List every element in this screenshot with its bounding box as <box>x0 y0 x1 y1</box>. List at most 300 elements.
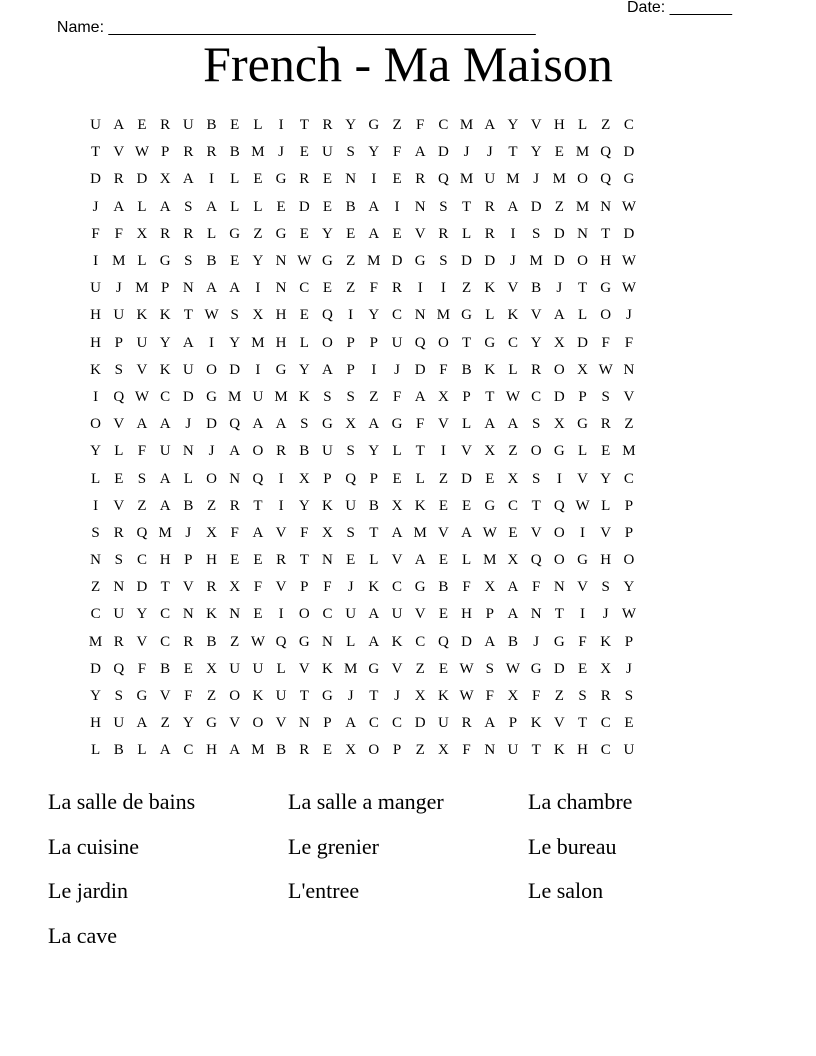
grid-letter[interactable]: S <box>346 524 355 541</box>
grid-letter[interactable]: Y <box>530 334 542 351</box>
grid-letter[interactable]: B <box>229 144 240 161</box>
grid-letter[interactable]: D <box>553 660 565 677</box>
grid-letter[interactable]: Z <box>554 198 564 215</box>
grid-letter[interactable]: C <box>299 280 310 297</box>
grid-letter[interactable]: D <box>90 171 102 188</box>
grid-letter[interactable]: L <box>253 117 263 134</box>
grid-letter[interactable]: H <box>600 552 612 569</box>
grid-letter[interactable]: U <box>322 443 333 460</box>
grid-letter[interactable]: P <box>114 334 123 351</box>
grid-letter[interactable]: Q <box>113 388 125 405</box>
grid-letter[interactable]: J <box>92 198 99 215</box>
grid-letter[interactable]: Z <box>554 688 564 705</box>
grid-letter[interactable]: R <box>113 171 124 188</box>
grid-letter[interactable]: B <box>299 443 310 460</box>
grid-letter[interactable]: L <box>462 552 472 569</box>
grid-letter[interactable]: G <box>484 334 496 351</box>
grid-letter[interactable]: L <box>346 633 356 650</box>
grid-letter[interactable]: U <box>159 443 171 460</box>
grid-letter[interactable]: K <box>530 715 542 732</box>
grid-letter[interactable]: X <box>484 443 496 460</box>
grid-letter[interactable]: S <box>439 253 448 270</box>
grid-letter[interactable]: P <box>624 633 634 650</box>
grid-letter[interactable]: A <box>206 280 217 297</box>
grid-letter[interactable]: T <box>253 497 263 514</box>
grid-letter[interactable]: B <box>206 633 217 650</box>
grid-letter[interactable]: T <box>577 715 588 732</box>
grid-letter[interactable]: S <box>300 416 309 433</box>
grid-letter[interactable]: L <box>299 334 309 351</box>
grid-letter[interactable]: A <box>461 524 473 541</box>
grid-letter[interactable]: P <box>346 334 355 351</box>
grid-letter[interactable]: M <box>367 253 381 270</box>
grid-letter[interactable]: W <box>621 280 636 297</box>
grid-letter[interactable]: Y <box>368 307 380 324</box>
grid-letter[interactable]: E <box>230 117 240 134</box>
grid-letter[interactable]: J <box>556 280 563 297</box>
grid-letter[interactable]: O <box>577 253 588 270</box>
grid-letter[interactable]: A <box>507 416 519 433</box>
grid-letter[interactable]: G <box>159 253 171 270</box>
grid-letter[interactable]: H <box>275 307 287 324</box>
grid-letter[interactable]: Y <box>368 443 380 460</box>
grid-letter[interactable]: Y <box>507 117 519 134</box>
grid-letter[interactable]: U <box>252 660 264 677</box>
grid-letter[interactable]: X <box>507 688 519 705</box>
grid-letter[interactable]: O <box>368 742 380 759</box>
grid-letter[interactable]: A <box>553 307 565 324</box>
grid-letter[interactable]: T <box>369 688 379 705</box>
grid-letter[interactable]: S <box>531 416 541 433</box>
grid-letter[interactable]: Y <box>623 579 635 596</box>
grid-letter[interactable]: G <box>553 443 565 460</box>
grid-letter[interactable]: P <box>462 388 471 405</box>
grid-letter[interactable]: S <box>114 552 123 569</box>
grid-letter[interactable]: S <box>184 198 193 215</box>
grid-letter[interactable]: P <box>184 552 193 569</box>
grid-letter[interactable]: T <box>462 334 472 351</box>
grid-letter[interactable]: E <box>276 198 286 215</box>
grid-letter[interactable]: Z <box>624 416 634 433</box>
grid-letter[interactable]: J <box>394 688 400 705</box>
grid-letter[interactable]: Y <box>90 688 102 705</box>
grid-letter[interactable]: M <box>228 388 242 405</box>
grid-letter[interactable]: E <box>322 198 333 215</box>
grid-letter[interactable]: Q <box>530 552 542 569</box>
grid-letter[interactable]: E <box>137 117 147 134</box>
grid-letter[interactable]: F <box>531 688 541 705</box>
grid-letter[interactable]: E <box>346 225 356 242</box>
grid-letter[interactable]: B <box>113 742 124 759</box>
grid-letter[interactable]: S <box>485 660 494 677</box>
grid-letter[interactable]: V <box>461 443 473 460</box>
grid-letter[interactable]: E <box>322 171 333 188</box>
grid-letter[interactable]: O <box>553 524 565 541</box>
grid-letter[interactable]: A <box>159 416 171 433</box>
grid-letter[interactable]: G <box>600 280 612 297</box>
grid-letter[interactable]: R <box>299 742 310 759</box>
grid-letter[interactable]: R <box>206 579 217 596</box>
grid-letter[interactable]: A <box>484 715 496 732</box>
grid-letter[interactable]: F <box>392 144 402 161</box>
grid-letter[interactable]: V <box>113 497 125 514</box>
grid-letter[interactable]: U <box>113 715 125 732</box>
grid-letter[interactable]: S <box>439 198 448 215</box>
grid-letter[interactable]: R <box>415 171 426 188</box>
grid-letter[interactable]: E <box>462 497 472 514</box>
grid-letter[interactable]: D <box>577 334 588 351</box>
grid-letter[interactable]: N <box>229 470 241 487</box>
grid-letter[interactable]: Y <box>229 334 241 351</box>
grid-letter[interactable]: O <box>90 416 102 433</box>
grid-letter[interactable]: M <box>88 633 103 650</box>
grid-letter[interactable]: T <box>415 443 425 460</box>
grid-letter[interactable]: T <box>299 117 309 134</box>
grid-letter[interactable]: A <box>414 552 426 569</box>
grid-letter[interactable]: P <box>160 144 170 161</box>
grid-letter[interactable]: Z <box>160 715 170 732</box>
grid-letter[interactable]: S <box>114 688 123 705</box>
grid-letter[interactable]: S <box>230 307 239 324</box>
grid-letter[interactable]: C <box>623 117 634 134</box>
grid-letter[interactable]: H <box>577 742 588 759</box>
grid-letter[interactable]: O <box>577 171 588 188</box>
grid-letter[interactable]: H <box>275 334 287 351</box>
grid-letter[interactable]: D <box>391 253 403 270</box>
grid-letter[interactable]: F <box>184 688 193 705</box>
grid-letter[interactable]: Z <box>91 579 101 596</box>
grid-letter[interactable]: M <box>343 660 358 677</box>
grid-letter[interactable]: W <box>505 388 521 405</box>
grid-letter[interactable]: P <box>300 579 309 596</box>
grid-letter[interactable]: W <box>204 307 219 324</box>
grid-letter[interactable]: H <box>553 117 565 134</box>
grid-letter[interactable]: F <box>369 280 379 297</box>
grid-letter[interactable]: H <box>90 307 102 324</box>
grid-letter[interactable]: H <box>206 742 217 759</box>
grid-letter[interactable]: E <box>253 552 263 569</box>
grid-letter[interactable]: Z <box>346 280 356 297</box>
grid-letter[interactable]: D <box>553 225 565 242</box>
grid-letter[interactable]: T <box>369 524 379 541</box>
grid-letter[interactable]: Q <box>252 470 264 487</box>
grid-letter[interactable]: U <box>182 117 194 134</box>
grid-letter[interactable]: D <box>90 660 102 677</box>
grid-letter[interactable]: I <box>93 253 99 270</box>
grid-letter[interactable]: M <box>135 280 149 297</box>
grid-letter[interactable]: K <box>484 280 496 297</box>
grid-letter[interactable]: U <box>507 742 519 759</box>
grid-letter[interactable]: R <box>183 144 194 161</box>
grid-letter[interactable]: S <box>601 388 610 405</box>
grid-letter[interactable]: G <box>461 307 473 324</box>
grid-letter[interactable]: U <box>437 715 449 732</box>
grid-letter[interactable]: G <box>275 171 287 188</box>
grid-letter[interactable]: C <box>392 307 403 324</box>
grid-letter[interactable]: M <box>529 253 543 270</box>
grid-letter[interactable]: F <box>137 443 147 460</box>
grid-letter[interactable]: N <box>229 606 241 623</box>
grid-letter[interactable]: X <box>507 470 519 487</box>
grid-letter[interactable]: V <box>136 361 148 378</box>
grid-letter[interactable]: J <box>208 443 215 460</box>
grid-letter[interactable]: U <box>182 361 194 378</box>
grid-letter[interactable]: V <box>437 416 449 433</box>
grid-letter[interactable]: W <box>459 660 474 677</box>
grid-letter[interactable]: K <box>252 688 264 705</box>
grid-letter[interactable]: X <box>229 579 241 596</box>
grid-letter[interactable]: G <box>298 633 310 650</box>
grid-letter[interactable]: Q <box>437 633 449 650</box>
grid-letter[interactable]: O <box>600 307 612 324</box>
grid-letter[interactable]: T <box>601 225 611 242</box>
grid-letter[interactable]: K <box>206 606 217 623</box>
grid-letter[interactable]: K <box>322 660 333 677</box>
grid-letter[interactable]: G <box>322 416 333 433</box>
grid-letter[interactable]: I <box>580 606 586 623</box>
grid-letter[interactable]: R <box>600 416 611 433</box>
grid-letter[interactable]: B <box>183 497 194 514</box>
grid-letter[interactable]: B <box>206 253 217 270</box>
grid-letter[interactable]: T <box>91 144 101 161</box>
grid-letter[interactable]: Z <box>415 742 425 759</box>
grid-letter[interactable]: F <box>439 361 448 378</box>
grid-letter[interactable]: V <box>507 280 519 297</box>
grid-letter[interactable]: R <box>299 171 310 188</box>
grid-letter[interactable]: C <box>623 470 634 487</box>
grid-letter[interactable]: F <box>392 388 402 405</box>
grid-letter[interactable]: E <box>624 715 634 732</box>
grid-letter[interactable]: Y <box>345 117 357 134</box>
grid-letter[interactable]: B <box>276 742 287 759</box>
grid-letter[interactable]: E <box>322 280 333 297</box>
grid-letter[interactable]: I <box>93 388 99 405</box>
grid-letter[interactable]: D <box>437 144 449 161</box>
grid-letter[interactable]: C <box>160 633 171 650</box>
grid-letter[interactable]: G <box>322 253 333 270</box>
grid-letter[interactable]: S <box>531 225 541 242</box>
grid-letter[interactable]: M <box>459 117 474 134</box>
grid-letter[interactable]: J <box>115 280 122 297</box>
grid-letter[interactable]: C <box>322 606 333 623</box>
grid-letter[interactable]: Z <box>230 633 240 650</box>
grid-letter[interactable]: R <box>160 117 171 134</box>
grid-letter[interactable]: F <box>230 524 239 541</box>
grid-letter[interactable]: D <box>623 144 635 161</box>
grid-letter[interactable]: E <box>577 660 588 677</box>
grid-letter[interactable]: Z <box>392 117 402 134</box>
grid-letter[interactable]: F <box>578 633 587 650</box>
grid-letter[interactable]: A <box>414 144 426 161</box>
grid-letter[interactable]: Z <box>601 117 611 134</box>
grid-letter[interactable]: Z <box>369 388 379 405</box>
grid-letter[interactable]: K <box>322 497 333 514</box>
grid-letter[interactable]: X <box>345 416 357 433</box>
grid-letter[interactable]: J <box>602 606 609 623</box>
grid-letter[interactable]: I <box>394 198 400 215</box>
grid-letter[interactable]: U <box>623 742 635 759</box>
grid-letter[interactable]: A <box>322 361 333 378</box>
grid-letter[interactable]: F <box>416 416 425 433</box>
grid-letter[interactable]: Y <box>600 470 612 487</box>
grid-letter[interactable]: K <box>600 633 612 650</box>
grid-letter[interactable]: X <box>507 552 519 569</box>
grid-letter[interactable]: W <box>621 253 636 270</box>
grid-letter[interactable]: V <box>530 307 542 324</box>
grid-letter[interactable]: S <box>624 688 634 705</box>
grid-letter[interactable]: D <box>461 253 473 270</box>
grid-letter[interactable]: E <box>253 171 263 188</box>
grid-letter[interactable]: G <box>414 253 426 270</box>
grid-letter[interactable]: W <box>505 660 521 677</box>
grid-letter[interactable]: D <box>623 225 635 242</box>
grid-letter[interactable]: T <box>299 688 309 705</box>
grid-letter[interactable]: O <box>553 552 565 569</box>
grid-letter[interactable]: R <box>229 497 240 514</box>
grid-letter[interactable]: K <box>507 307 519 324</box>
grid-letter[interactable]: A <box>113 117 125 134</box>
grid-letter[interactable]: E <box>230 552 240 569</box>
grid-letter[interactable]: Y <box>159 334 171 351</box>
grid-letter[interactable]: R <box>392 280 403 297</box>
grid-letter[interactable]: N <box>414 307 426 324</box>
grid-letter[interactable]: N <box>484 742 496 759</box>
grid-letter[interactable]: Q <box>553 497 565 514</box>
grid-letter[interactable]: A <box>368 198 380 215</box>
grid-letter[interactable]: J <box>625 307 632 324</box>
grid-letter[interactable]: N <box>322 552 333 569</box>
grid-letter[interactable]: F <box>300 524 309 541</box>
grid-letter[interactable]: U <box>391 334 403 351</box>
grid-letter[interactable]: S <box>346 443 355 460</box>
grid-letter[interactable]: R <box>113 633 124 650</box>
grid-letter[interactable]: R <box>438 225 449 242</box>
grid-letter[interactable]: V <box>229 715 241 732</box>
grid-letter[interactable]: R <box>600 688 611 705</box>
grid-letter[interactable]: J <box>463 144 470 161</box>
grid-letter[interactable]: V <box>577 470 588 487</box>
grid-letter[interactable]: R <box>531 361 542 378</box>
grid-letter[interactable]: U <box>322 144 333 161</box>
grid-letter[interactable]: H <box>90 715 102 732</box>
grid-letter[interactable]: M <box>575 198 590 215</box>
grid-letter[interactable]: V <box>182 579 194 596</box>
grid-letter[interactable]: T <box>299 552 309 569</box>
grid-letter[interactable]: V <box>391 660 403 677</box>
grid-letter[interactable]: A <box>391 524 403 541</box>
grid-letter[interactable]: S <box>184 253 193 270</box>
grid-letter[interactable]: D <box>484 253 496 270</box>
grid-letter[interactable]: H <box>461 606 473 623</box>
grid-letter[interactable]: R <box>484 198 495 215</box>
grid-letter[interactable]: N <box>600 198 612 215</box>
grid-letter[interactable]: L <box>91 470 101 487</box>
grid-letter[interactable]: L <box>206 225 217 242</box>
grid-letter[interactable]: V <box>391 552 403 569</box>
grid-letter[interactable]: A <box>159 742 171 759</box>
grid-letter[interactable]: N <box>577 225 588 242</box>
grid-letter[interactable]: A <box>484 633 496 650</box>
grid-letter[interactable]: A <box>484 416 496 433</box>
grid-letter[interactable]: G <box>623 171 635 188</box>
grid-letter[interactable]: E <box>230 253 240 270</box>
grid-letter[interactable]: S <box>137 470 147 487</box>
grid-letter[interactable]: N <box>322 633 333 650</box>
grid-letter[interactable]: L <box>137 253 147 270</box>
grid-letter[interactable]: N <box>623 361 635 378</box>
grid-letter[interactable]: L <box>114 443 124 460</box>
grid-letter[interactable]: T <box>485 388 495 405</box>
grid-letter[interactable]: D <box>553 388 565 405</box>
grid-letter[interactable]: C <box>160 388 171 405</box>
grid-letter[interactable]: J <box>486 144 493 161</box>
grid-letter[interactable]: I <box>209 171 215 188</box>
grid-letter[interactable]: L <box>415 470 425 487</box>
grid-letter[interactable]: L <box>137 742 147 759</box>
grid-letter[interactable]: P <box>624 524 634 541</box>
grid-letter[interactable]: R <box>276 443 287 460</box>
grid-letter[interactable]: E <box>438 660 448 677</box>
grid-letter[interactable]: D <box>461 633 473 650</box>
grid-letter[interactable]: Z <box>137 497 147 514</box>
grid-letter[interactable]: A <box>507 579 519 596</box>
grid-letter[interactable]: X <box>437 388 449 405</box>
grid-letter[interactable]: W <box>482 524 497 541</box>
grid-letter[interactable]: I <box>510 225 516 242</box>
grid-letter[interactable]: Z <box>438 470 448 487</box>
grid-letter[interactable]: N <box>298 715 310 732</box>
grid-letter[interactable]: V <box>623 388 635 405</box>
grid-letter[interactable]: J <box>394 361 400 378</box>
grid-letter[interactable]: I <box>278 497 284 514</box>
name-field-label[interactable]: Name: ________________________________________________ <box>56 19 536 36</box>
grid-letter[interactable]: W <box>250 633 265 650</box>
grid-letter[interactable]: I <box>556 470 562 487</box>
grid-letter[interactable]: N <box>113 579 125 596</box>
grid-letter[interactable]: S <box>578 688 587 705</box>
grid-letter[interactable]: O <box>206 470 217 487</box>
grid-letter[interactable]: Y <box>252 253 264 270</box>
grid-letter[interactable]: A <box>507 606 519 623</box>
grid-letter[interactable]: Q <box>275 633 287 650</box>
grid-letter[interactable]: H <box>206 552 217 569</box>
grid-letter[interactable]: I <box>417 280 423 297</box>
grid-letter[interactable]: K <box>414 497 426 514</box>
grid-letter[interactable]: V <box>600 524 612 541</box>
grid-letter[interactable]: U <box>391 606 403 623</box>
grid-letter[interactable]: J <box>347 688 354 705</box>
grid-letter[interactable]: S <box>601 579 610 596</box>
grid-letter[interactable]: G <box>136 688 148 705</box>
grid-letter[interactable]: G <box>368 117 380 134</box>
grid-letter[interactable]: K <box>368 579 380 596</box>
grid-letter[interactable]: E <box>346 552 356 569</box>
grid-letter[interactable]: K <box>136 307 148 324</box>
grid-letter[interactable]: V <box>553 715 565 732</box>
grid-letter[interactable]: F <box>485 688 494 705</box>
grid-letter[interactable]: K <box>484 361 496 378</box>
grid-letter[interactable]: I <box>255 280 261 297</box>
grid-letter[interactable]: Q <box>437 171 449 188</box>
grid-letter[interactable]: L <box>462 225 472 242</box>
grid-letter[interactable]: H <box>159 552 171 569</box>
grid-letter[interactable]: U <box>275 688 287 705</box>
grid-letter[interactable]: Z <box>415 660 425 677</box>
grid-letter[interactable]: G <box>391 416 403 433</box>
grid-letter[interactable]: L <box>577 307 588 324</box>
grid-letter[interactable]: F <box>531 579 541 596</box>
grid-letter[interactable]: M <box>251 334 265 351</box>
